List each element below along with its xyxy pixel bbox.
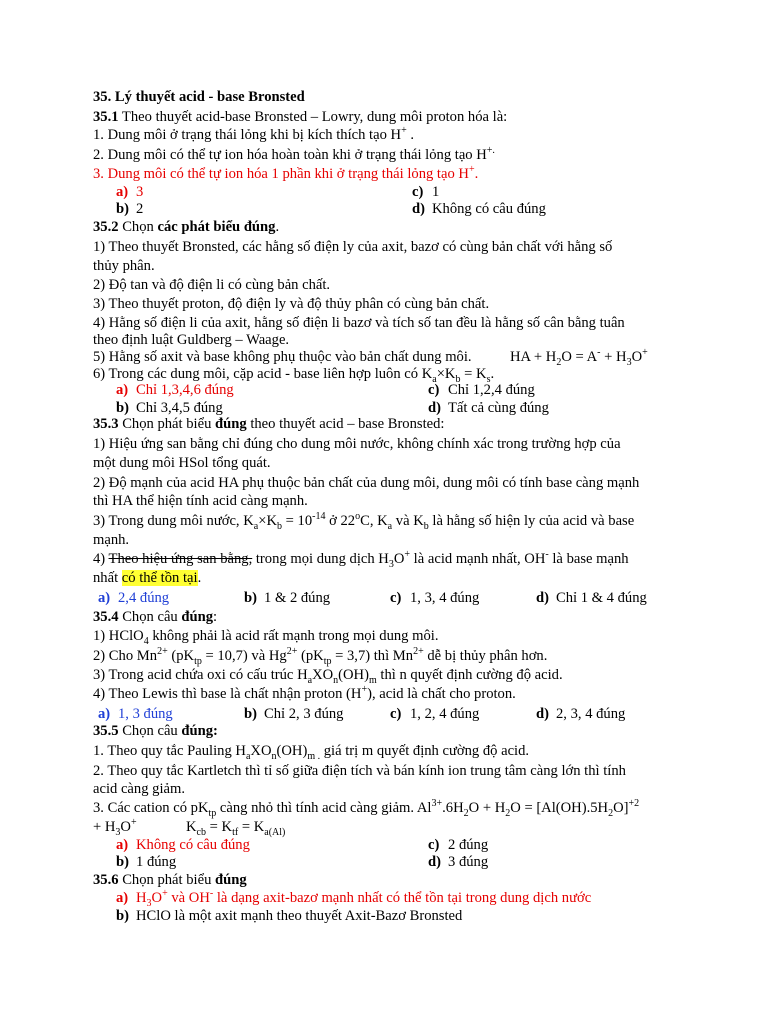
option-b[interactable]: b) Chỉ 2, 3 đúng (244, 706, 344, 722)
statement-6: 6) Trong các dung môi, cặp acid - base liên hợp luôn có $K_a\times K_b = K_s$. (93, 366, 495, 385)
option-c[interactable]: c) Chỉ 1,2,4 đúng (428, 382, 535, 398)
option-d[interactable]: d) Không có câu đúng (412, 201, 546, 217)
option-a[interactable]: a) 1, 3 đúng (98, 706, 173, 722)
statement-3: 3. Dung môi có thể tự ion hóa 1 phần khi ở trạng thái lỏng tạo H+. (93, 164, 479, 182)
option-b[interactable]: b) 1 đúng (116, 854, 177, 870)
equation-ha: HA + $H_2O = A^- + H_3O^+$ (510, 347, 648, 368)
statement-2-cont: thì HA thể hiện tính acid càng mạnh. (93, 493, 308, 509)
question-35-5-stem: 35.5 Chọn câu đúng: (93, 723, 218, 739)
section-title: 35. Lý thuyết acid - base Bronsted (93, 89, 305, 105)
statement-2: 2. Dung môi có thể tự ion hóa hoàn toàn khi ở trạng thái lỏng tạo H+. (93, 145, 495, 163)
equation-k: $K_{cb} = K_{tf} = K_{a(Al)}$ (186, 819, 286, 838)
option-a[interactable]: a) 2,4 đúng (98, 590, 170, 606)
statement-3: 3) Theo thuyết proton, độ điện ly và độ thủy phân có cùng bản chất. (93, 296, 490, 312)
statement-3: 3. Các cation có $pK_{tp}$ càng nhỏ thì tính acid càng giảm. $Al^{3+}.6H_2O + H_2O = [Al(OH).5H_2O]^{+2}$ (93, 798, 640, 819)
option-a[interactable]: a) 3 (116, 184, 144, 200)
statement-3-cont: + $H_3O^+$ (93, 817, 137, 838)
option-a[interactable]: a) Không có câu đúng (116, 837, 250, 853)
statement-4: 4) Theo Lewis thì base là chất nhận proton (H+), acid là chất cho proton. (93, 684, 516, 702)
option-a[interactable]: a) $H_3O^+$ và OH- là dạng axit-bazơ mạnh nhất có thể tồn tại trong dung dịch nước (116, 888, 592, 909)
option-b[interactable]: b) 1 & 2 đúng (244, 590, 331, 606)
statement-1: 1) Hiệu ứng san bằng chỉ đúng cho dung môi nước, không chính xác trong trường hợp của (93, 436, 621, 452)
statement-1-cont: một dung môi HSol tổng quát. (93, 455, 271, 471)
option-b[interactable]: b) HClO là một axit mạnh theo thuyết Axit-Bazơ Bronsted (116, 908, 463, 924)
option-c[interactable]: c) 1, 3, 4 đúng (390, 590, 480, 606)
question-35-1-stem (93, 108, 507, 126)
statement-1: 1) Theo thuyết Bronsted, các hằng số điện ly của axit, bazơ có cùng bản chất với hằng số (93, 239, 613, 255)
statement-5: 5) Hằng số axit và base không phụ thuộc vào bản chất dung môi. (93, 349, 472, 365)
statement-2: 2) Cho $Mn^{2+}$ $(pK_{tp} = 10,7)$ và $Hg^{2+}$ $(pK_{tp} = 3,7)$ thì $Mn^{2+}$ dễ bị thủy phân hơn. (93, 646, 548, 667)
question-35-4-stem: 35.4 Chọn câu đúng: (93, 609, 218, 625)
statement-1: 1) HClO$_4$ không phải là acid rất mạnh trong mọi dung môi. (93, 628, 439, 647)
option-c[interactable]: c) 1, 2, 4 đúng (390, 706, 480, 722)
statement-3: 3) Trong dung môi nước, $K_a\times K_b = 10^{-14}$ ở 22$^o$C, $K_a$ và $K_b$ là hằng số hiện ly của acid và base (93, 511, 635, 532)
question-text: Theo thuyết acid-base Bronsted – Lowry, dung môi proton hóa là: (118, 109, 508, 125)
statement-3-cont: mạnh. (93, 532, 130, 548)
statement-2: 2) Độ tan và độ điện li có cùng bản chất. (93, 277, 331, 293)
strikethrough-text: Theo hiệu ứng san bằng, (108, 551, 253, 567)
option-c[interactable]: c) 1 (412, 184, 440, 200)
statement-4-cont: theo định luật Guldberg – Waage. (93, 332, 290, 348)
statement-4: 4) Theo hiệu ứng san bằng, trong mọi dung dịch $H_3O^+$ là acid mạnh nhất, OH- là base mạnh (93, 549, 629, 570)
question-35-6-stem: 35.6 Chọn phát biểu đúng (93, 872, 247, 888)
question-35-3-stem: 35.3 Chọn phát biểu đúng theo thuyết acid – base Bronsted: (93, 416, 445, 432)
option-d[interactable]: d) Chỉ 1 & 4 đúng (536, 590, 647, 606)
option-b[interactable]: b) 2 (116, 201, 144, 217)
statement-3: 3) Trong acid chứa oxi có cấu trúc $H_aXO_n(OH)_m$ thì n quyết định cường độ acid. (93, 667, 563, 686)
statement-4-cont: nhất có thể tồn tại. (93, 570, 202, 586)
statement-2: 2. Theo quy tắc Kartletch thì tỉ số giữa điện tích và bán kính ion trung tâm càng lớn thì tính (93, 763, 626, 779)
statement-2-cont: acid càng giảm. (93, 781, 185, 797)
option-b[interactable]: b) Chỉ 3,4,5 đúng (116, 400, 223, 416)
question-35-2-stem: 35.2 Chọn các phát biểu đúng. (93, 219, 280, 235)
question-number: 35.1 (93, 109, 119, 125)
option-c[interactable]: c) 2 đúng (428, 837, 489, 853)
statement-1-cont: thủy phân. (93, 258, 155, 274)
statement-1: 1. Dung môi ở trạng thái lỏng khi bị kích thích tạo H+ . (93, 125, 415, 143)
statement-1: 1. Theo quy tắc Pauling $H_aXO_n(OH)_{m .}$ giá trị m quyết định cường độ acid. (93, 743, 530, 762)
highlighted-text: có thể tồn tại (121, 570, 198, 586)
option-d[interactable]: d) 2, 3, 4 đúng (536, 706, 626, 722)
option-d[interactable]: d) 3 đúng (428, 854, 489, 870)
statement-4: 4) Hằng số điện li của axit, hằng số điện li bazơ và tích số tan đều là hằng số cân bằng tuân (93, 315, 625, 331)
statement-2: 2) Độ mạnh của acid HA phụ thuộc bản chất của dung môi, dung môi có tính base càng mạnh (93, 475, 640, 491)
option-a[interactable]: a) Chỉ 1,3,4,6 đúng (116, 382, 234, 398)
option-d[interactable]: d) Tất cả cùng đúng (428, 400, 549, 416)
